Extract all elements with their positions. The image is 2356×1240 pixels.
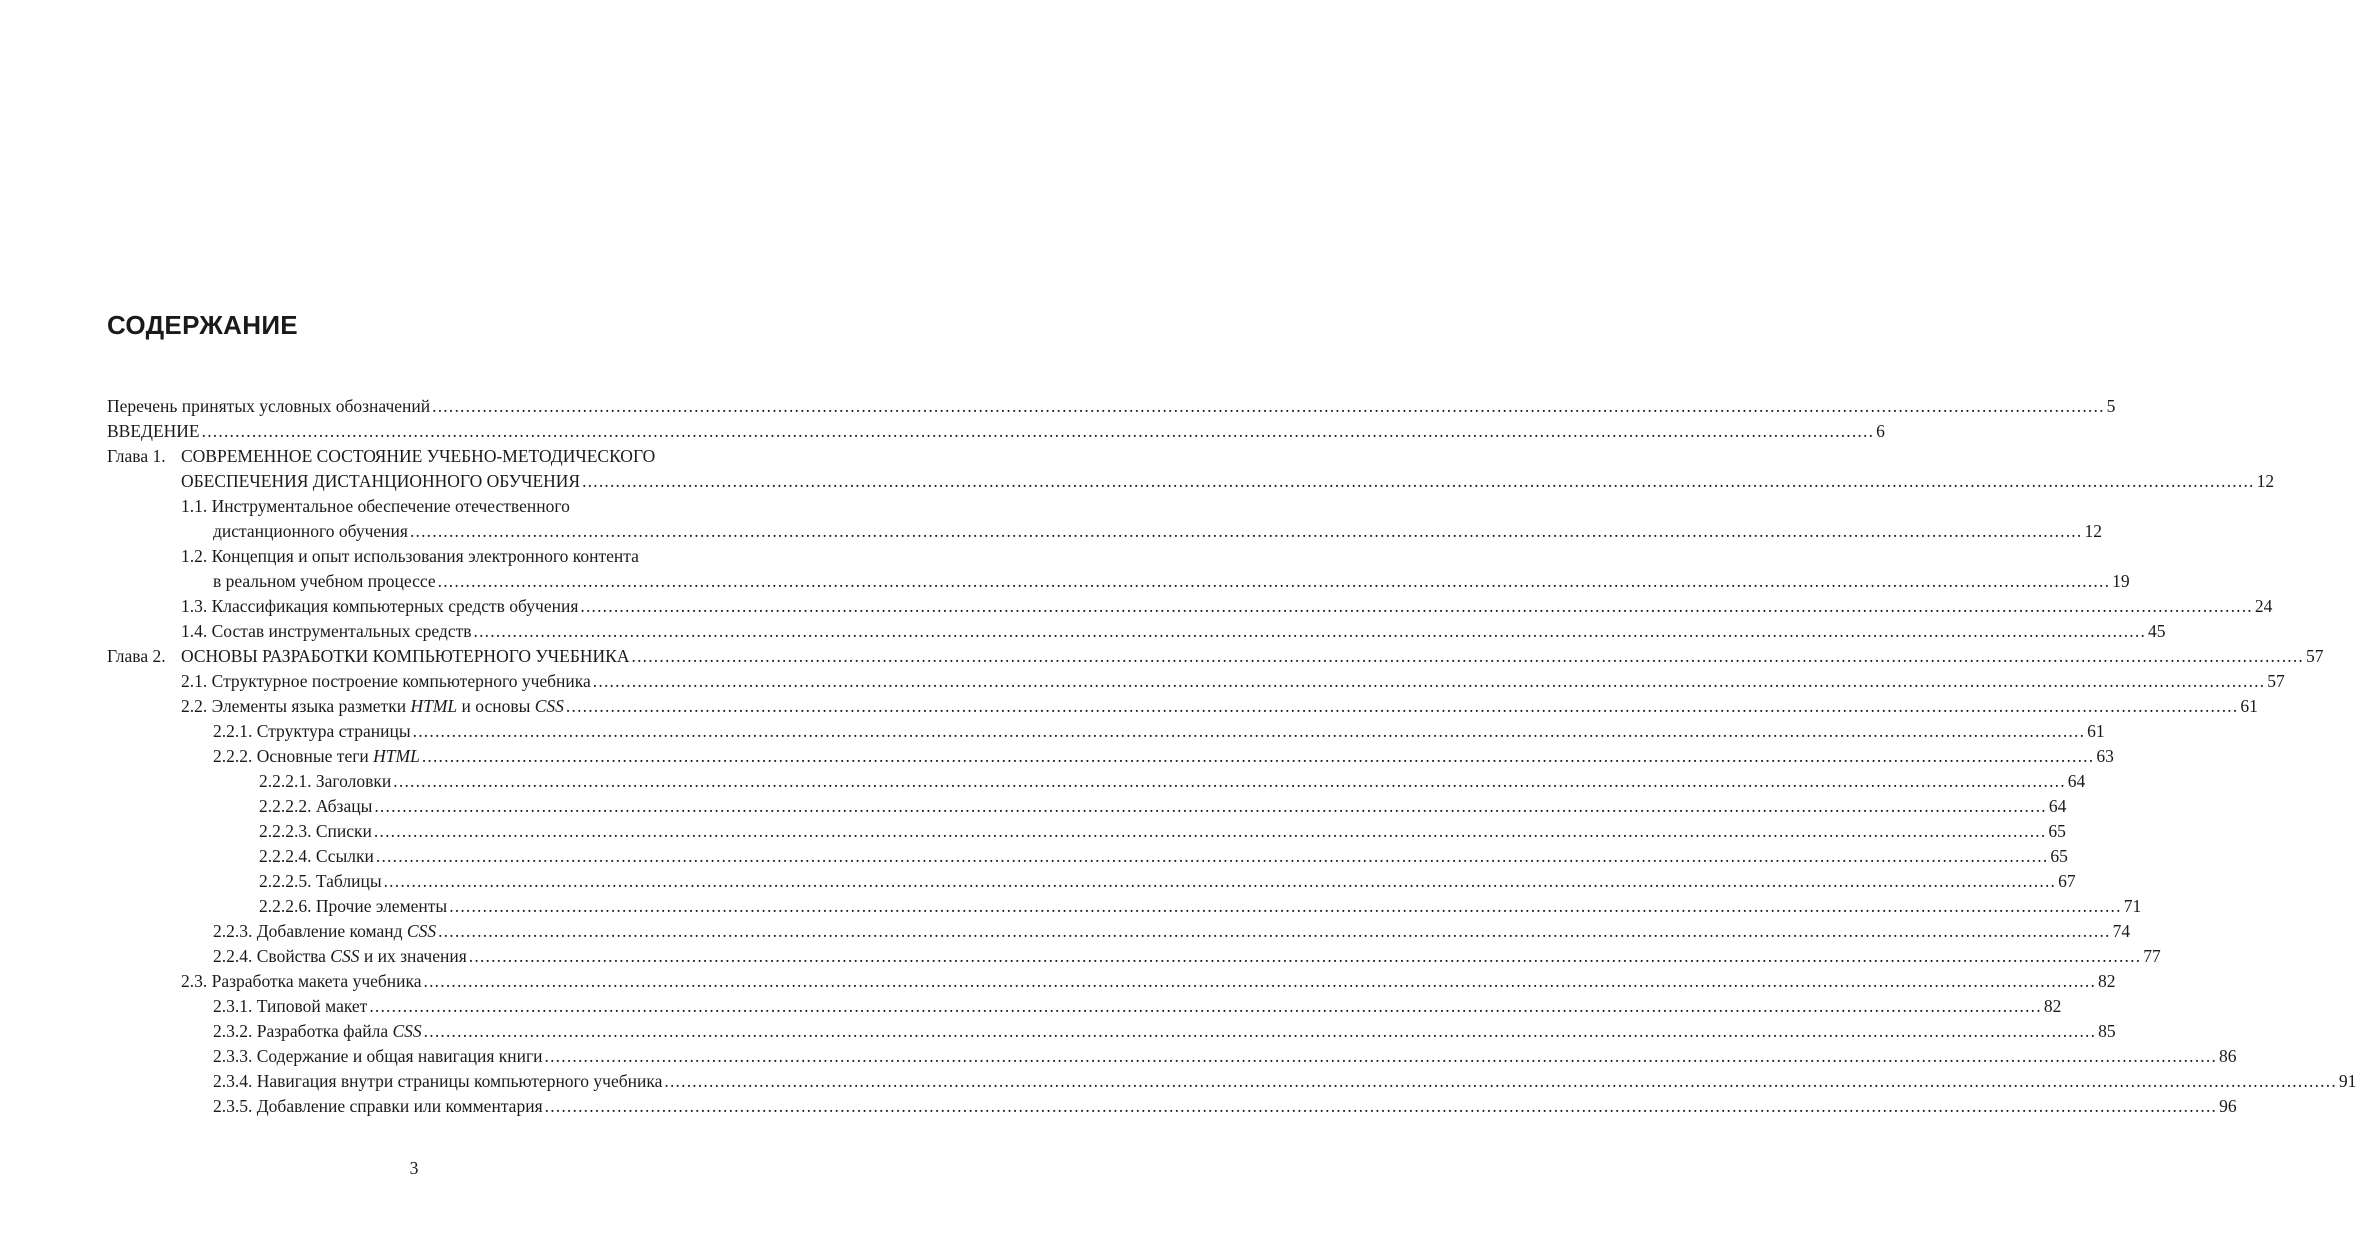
toc-leader-dots: ............................................................................................................................................................................................................................................................................................................ <box>375 846 2049 866</box>
toc-entry <box>107 419 1885 444</box>
toc-page-number: 57 <box>2267 671 2285 691</box>
toc-leader-dots: ............................................................................................................................................................................................................................................................................................................ <box>664 1071 2337 1091</box>
toc-page-number: 82 <box>2043 996 2062 1016</box>
toc-entry-title: 2.2.2.3. Списки <box>259 821 372 841</box>
toc-entry <box>107 769 2086 794</box>
toc-leader-dots: ............................................................................................................................................................................................................................................................................................................ <box>374 796 2047 816</box>
toc-page-number: 63 <box>2096 746 2114 766</box>
toc-entry-title: 1.4. Состав инструментальных средств <box>181 621 472 641</box>
toc-entry <box>107 844 2068 869</box>
toc-leader-dots: ............................................................................................................................................................................................................................................................................................................ <box>544 1096 2218 1116</box>
toc-entry <box>107 644 2324 669</box>
toc-page-number: 71 <box>2123 896 2142 916</box>
toc-leader-dots: ............................................................................................................................................................................................................................................................................................................ <box>468 946 2142 966</box>
toc-page-number: 64 <box>2067 771 2086 791</box>
toc-entry-title: СОВРЕМЕННОЕ СОСТОЯНИЕ УЧЕБНО-МЕТОДИЧЕСКОГО <box>181 446 656 466</box>
toc-entry <box>107 919 2131 944</box>
toc-entry-title: 1.1. Инструментальное обеспечение отечественного <box>181 496 570 516</box>
toc-entry-title: 1.2. Концепция и опыт использования электронного контента <box>181 546 639 566</box>
page-number: 3 <box>409 1158 419 1178</box>
toc-entry <box>107 494 754 519</box>
toc-leader-dots: ............................................................................................................................................................................................................................................................................................................ <box>449 896 2122 916</box>
toc-entry-title: дистанционного обучения <box>213 521 408 541</box>
toc-entry <box>107 444 754 469</box>
toc-leader-dots: ............................................................................................................................................................................................................................................................................................................ <box>565 696 2239 716</box>
toc-leader-dots: ............................................................................................................................................................................................................................................................................................................ <box>369 996 2042 1016</box>
toc-page-number: 82 <box>2098 971 2116 991</box>
toc-leader-dots: ............................................................................................................................................................................................................................................................................................................ <box>473 621 2147 641</box>
toc-entry-title: 2.2.3. Добавление команд CSS <box>213 921 437 941</box>
toc-page-number: 5 <box>2106 396 2116 416</box>
toc-entry <box>107 694 2258 719</box>
toc-entry-title: 2.1. Структурное построение компьютерного учебника <box>181 671 591 691</box>
toc-entry <box>107 869 2076 894</box>
toc-leader-dots: ............................................................................................................................................................................................................................................................................................................ <box>438 921 2111 941</box>
toc-entry-title: 1.3. Классификация компьютерных средств обучения <box>181 596 579 616</box>
toc-page-number: 65 <box>2048 821 2066 841</box>
toc-entry-title: Перечень принятых условных обозначений <box>107 396 431 416</box>
toc-page-number: 96 <box>2219 1096 2237 1116</box>
toc-entry <box>107 944 2161 969</box>
toc-leader-dots: ............................................................................................................................................................................................................................................................................................................ <box>393 771 2066 791</box>
toc-chapter-prefix: Глава 1. <box>107 446 166 466</box>
toc-page-number: 64 <box>2048 796 2067 816</box>
toc-entry <box>107 619 2166 644</box>
toc-leader-dots: ............................................................................................................................................................................................................................................................................................................ <box>437 571 2111 591</box>
toc-entry-title: в реальном учебном процессе <box>213 571 436 591</box>
toc-entry <box>107 1094 2237 1119</box>
toc-page-number: 12 <box>2084 521 2102 541</box>
toc-chapter-prefix: Глава 2. <box>107 646 166 666</box>
toc-entry <box>107 894 2142 919</box>
table-of-contents <box>107 394 2356 1119</box>
toc-page-number: 65 <box>2050 846 2068 866</box>
toc-page-number: 45 <box>2148 621 2166 641</box>
toc-page-number: 91 <box>2338 1071 2356 1091</box>
toc-entry-title: 2.2.2. Основные теги HTML <box>213 746 420 766</box>
toc-page-number: 19 <box>2112 571 2130 591</box>
toc-entry-title: ОСНОВЫ РАЗРАБОТКИ КОМПЬЮТЕРНОГО УЧЕБНИКА <box>181 646 630 666</box>
toc-entry <box>107 469 2275 494</box>
toc-leader-dots: ............................................................................................................................................................................................................................................................................................................ <box>423 971 2097 991</box>
toc-entry <box>107 544 754 569</box>
toc-leader-dots: ............................................................................................................................................................................................................................................................................................................ <box>432 396 2105 416</box>
toc-page-number: 74 <box>2112 921 2131 941</box>
toc-entry-title: 2.3.1. Типовой макет <box>213 996 368 1016</box>
toc-entry-title: 2.2. Элементы языка разметки HTML и основы CSS <box>181 696 564 716</box>
toc-entry-title: 2.2.2.1. Заголовки <box>259 771 392 791</box>
toc-leader-dots: ............................................................................................................................................................................................................................................................................................................ <box>423 1021 2097 1041</box>
toc-entry-title: 2.3. Разработка макета учебника <box>181 971 422 991</box>
toc-leader-dots: ............................................................................................................................................................................................................................................................................................................ <box>582 471 2255 491</box>
toc-entry <box>107 1019 2116 1044</box>
toc-entry <box>107 569 2130 594</box>
toc-leader-dots: ............................................................................................................................................................................................................................................................................................................ <box>412 721 2086 741</box>
toc-entry-title: 2.2.2.2. Абзацы <box>259 796 373 816</box>
toc-entry-title: 2.2.4. Свойства CSS и их значения <box>213 946 467 966</box>
toc-entry <box>107 669 2285 694</box>
toc-entry <box>107 969 2116 994</box>
toc-entry <box>107 594 2273 619</box>
toc-page-number: 86 <box>2219 1046 2237 1066</box>
toc-page-number: 12 <box>2256 471 2275 491</box>
toc-leader-dots: ............................................................................................................................................................................................................................................................................................................ <box>373 821 2047 841</box>
toc-entry-title: ОБЕСПЕЧЕНИЯ ДИСТАНЦИОННОГО ОБУЧЕНИЯ <box>181 471 581 491</box>
toc-entry <box>107 519 2102 544</box>
toc-leader-dots: ............................................................................................................................................................................................................................................................................................................ <box>409 521 2083 541</box>
toc-page-number: 24 <box>2254 596 2273 616</box>
toc-page-number: 67 <box>2058 871 2076 891</box>
toc-entry-title: 2.3.5. Добавление справки или комментария <box>213 1096 543 1116</box>
toc-page-number: 57 <box>2306 646 2324 666</box>
toc-entry-title: 2.2.2.5. Таблицы <box>259 871 382 891</box>
toc-entry-title: 2.2.2.6. Прочие элементы <box>259 896 448 916</box>
toc-entry <box>107 994 2062 1019</box>
toc-page-number: 61 <box>2240 696 2258 716</box>
toc-leader-dots: ............................................................................................................................................................................................................................................................................................................ <box>544 1046 2218 1066</box>
toc-entry <box>107 1044 2237 1069</box>
toc-page-number: 77 <box>2143 946 2161 966</box>
toc-page-number: 85 <box>2098 1021 2116 1041</box>
toc-entry-title: 2.2.2.4. Ссылки <box>259 846 374 866</box>
toc-entry <box>107 744 2114 769</box>
toc-leader-dots: ............................................................................................................................................................................................................................................................................................................ <box>580 596 2253 616</box>
page-title: СОДЕРЖАНИЕ <box>107 310 298 340</box>
toc-entry-title: 2.2.1. Структура страницы <box>213 721 411 741</box>
toc-leader-dots: ............................................................................................................................................................................................................................................................................................................ <box>592 671 2266 691</box>
toc-leader-dots: ............................................................................................................................................................................................................................................................................................................ <box>201 421 1875 441</box>
toc-page-number: 61 <box>2087 721 2105 741</box>
toc-entry <box>107 819 2066 844</box>
toc-entry <box>107 1069 2356 1094</box>
toc-leader-dots: ............................................................................................................................................................................................................................................................................................................ <box>421 746 2095 766</box>
toc-entry <box>107 394 2116 419</box>
toc-leader-dots: ............................................................................................................................................................................................................................................................................................................ <box>383 871 2057 891</box>
toc-page-number: 6 <box>1876 421 1885 441</box>
toc-entry-title: 2.3.4. Навигация внутри страницы компьютерного учебника <box>213 1071 663 1091</box>
toc-entry <box>107 794 2067 819</box>
toc-entry-title: ВВЕДЕНИЕ <box>107 421 200 441</box>
toc-entry-title: 2.3.3. Содержание и общая навигация книги <box>213 1046 543 1066</box>
toc-entry <box>107 719 2105 744</box>
toc-leader-dots: ............................................................................................................................................................................................................................................................................................................ <box>631 646 2304 666</box>
toc-entry-title: 2.3.2. Разработка файла CSS <box>213 1021 422 1041</box>
